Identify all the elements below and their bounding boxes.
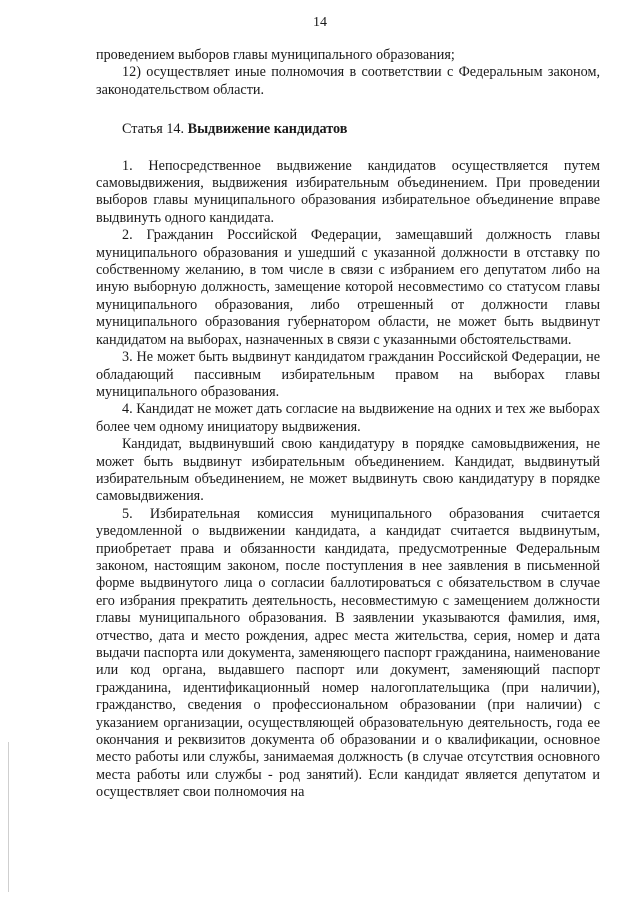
paragraph-3: 3. Не может быть выдвинут кандидатом гражданин Российской Федерации, не обладающий пассивным избирательным правом на выборах главы муниципального образования. [96,349,600,400]
paragraph-2: 2. Гражданин Российской Федерации, замещавший должность главы муниципального образования и ушедший с указанной должности в отставку по собственному желанию, в том числе в связи с избранием его депутатом либо на иную выборную должность, замещение которой несовместимо со статусом главы муниципального образования, либо отрешенный от должности главы муниципального образования губернатором области, не может быть выдвинут кандидатом на выборах, назначенных в связи с указанными обстоятельствами. [96,227,600,348]
intro-item-12: 12) осуществляет иные полномочия в соответствии с Федеральным законом, законодательством области. [96,64,600,98]
paragraph-4-continued: Кандидат, выдвинувший свою кандидатуру в порядке самовыдвижения, не может быть выдвинут избирательным объединением. Кандидат, выдвинутый избирательным объединением, не может выдвинуть свою кандидатуру в порядке самовыдвижения. [96,436,600,505]
paragraph-5: 5. Избирательная комиссия муниципального образования считается уведомленной о выдвижении кандидата, а кандидат считается выдвинутым, приобретает права и обязанности кандидата, предусмотренные Федеральным законом, настоящим законом, после поступления в нее заявления в письменной форме выдвинутого лица о согласии баллотироваться с обязательством в случае его избрания прекратить деятельность, несовместимую с замещением должности главы муниципального образования. В заявлении указываются фамилия, имя, отчество, дата и место рождения, адрес места жительства, серия, номер и дата выдачи паспорта или документа, заменяющего паспорт гражданина, наименование или код органа, выдавшего паспорт или документ, заменяющий паспорт гражданина, идентификационный номер налогоплательщика (при наличии), гражданство, сведения о профессиональном образовании (при наличии) с указанием организации, осуществляющей образовательную деятельность, года ее окончания и реквизитов документа об образовании и о квалификации, основное место работы или службы, занимаемая должность (в случае отсутствия основного места работы или службы - род занятий). Если кандидат является депутатом и осуществляет свои полномочия на [96,505,600,801]
article-prefix: Статья 14. [122,121,185,138]
article-heading [96,121,600,138]
page-number: 14 [313,15,327,30]
paragraph-1: 1. Непосредственное выдвижение кандидатов осуществляется путем самовыдвижения, выдвижения избирательным объединением. При проведении выборов главы муниципального образования избирательное объединение вправе выдвинуть одного кандидата. [96,157,600,226]
paragraph-4: 4. Кандидат не может дать согласие на выдвижение на одних и тех же выборах более чем одному инициатору выдвижения. [96,401,600,435]
scan-edge-mark [8,742,11,892]
intro-line-1: проведением выборов главы муниципального образования; [96,47,455,63]
document-body [96,47,600,802]
article-title: Выдвижение кандидатов [187,121,348,138]
